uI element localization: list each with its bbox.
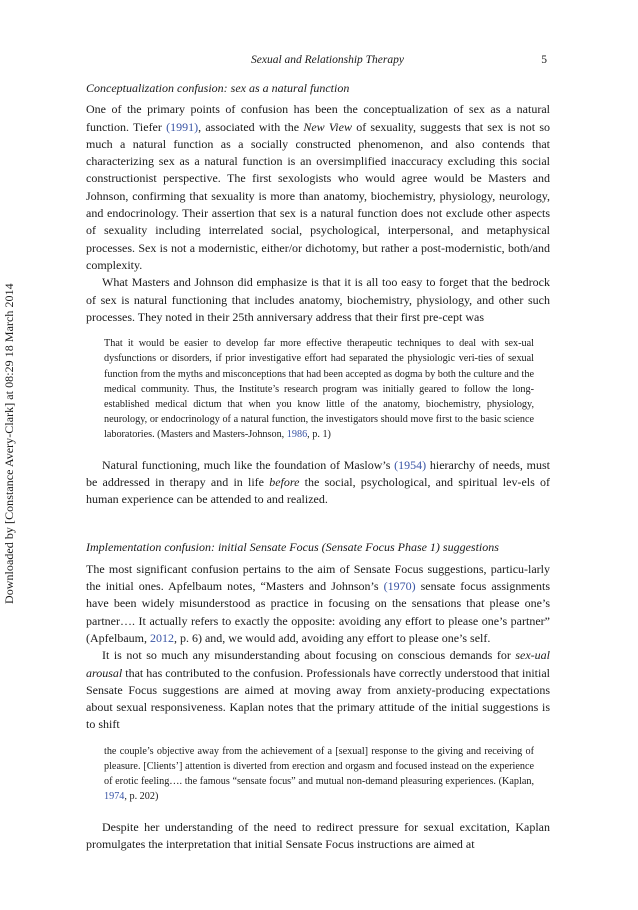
download-watermark: Downloaded by [Constance Avery-Clark] at 08:29 18 March 2014 (2, 283, 16, 604)
citation-link[interactable]: 2012 (149, 630, 174, 645)
text-run: , associated with the (198, 119, 304, 134)
citation-link[interactable]: (1954) (394, 457, 427, 472)
citation-link[interactable]: (1991) (166, 119, 199, 134)
paragraph: What Masters and Johnson did emphasize is that it is all too easy to forget that the bedrock of sex is natural functioning that includes anatomy, biochemistry, physiology, and other such processes. They noted in their 25th anniversary address that their first pre-cept was (86, 275, 550, 324)
text-run: , p. 1) (307, 429, 331, 441)
text-run: The most significant confusion pertains to the aim of Sensate Focus suggestions, particu-larly the initial ones. Apfelbaum notes, “Masters and Johnson’s (86, 561, 550, 594)
text-run: It is not so much any misunderstanding about focusing on conscious demands for (102, 648, 516, 663)
section-heading-conceptualization: Conceptualization confusion: sex as a natural function (86, 81, 350, 95)
paragraph (86, 647, 550, 733)
block-quote (104, 336, 534, 442)
text-run: sensate focus assignments have been widely misunderstood as practice in focusing on the sensations that please one’s partner…. It actually refers to exactly the opposite: avoiding any effort to please one’s partner” (Apfelbaum, (86, 579, 550, 645)
emphasis: sex-ual arousal (86, 648, 550, 680)
citation-link[interactable]: 1986 (286, 429, 308, 441)
text-run: hierarchy of needs, must be addressed in therapy and in life (86, 457, 551, 489)
text-run: the couple’s objective away from the achievement of a [sexual] response to the giving and receiving of pleasure. [Clients’] attention is diverted from erection and orgasm and focused instead on the experience of erotic feeling…. the famous “sensate focus” and mutual non-demand pleasuring experiences. (Kaplan, (104, 745, 534, 788)
citation-link[interactable]: (1970) (383, 579, 416, 594)
emphasis: New View (303, 119, 352, 134)
paragraph (86, 101, 550, 274)
section-heading-implementation: Implementation confusion: initial Sensate Focus (Sensate Focus Phase 1) suggestions (86, 540, 499, 555)
emphasis: before (269, 474, 300, 489)
text-run: That it would be easier to develop far more effective therapeutic techniques to deal with sex-ual dysfunctions or disorders, if prior investigative effort had separated the physiologic veri-ties of sexual function from the myths and misconceptions that had been accepted as dogma by both the culture and the medical community. Thus, the Institute’s research program was initially geared to follow the long-established medical dictum that when you know little of the anatomy, biochemistry, physiology, neurology, or endocrinology of a natural function, the investigators should move first to the basic science laboratories. (Masters and Masters-Johnson, (104, 338, 534, 441)
text-run: Natural functioning, much like the foundation of Maslow’s (102, 457, 395, 472)
text-run: the social, psychological, and spiritual lev-els of human experience can be attended to and realized. (86, 474, 551, 507)
paragraph (86, 457, 550, 509)
text-run: , p. 6) and, we would add, avoiding any effort to please one’s self. (173, 630, 491, 645)
running-head (86, 54, 550, 70)
page-number: 5 (541, 54, 547, 66)
text-run: , p. 202) (124, 791, 159, 803)
text-run: One of the primary points of confusion has been the conceptualization of sex as a natural function. Tiefer (86, 102, 550, 134)
article-body (86, 80, 550, 853)
journal-title: Sexual and Relationship Therapy (251, 54, 404, 66)
block-quote (104, 744, 534, 805)
paragraph: Despite her understanding of the need to redirect pressure for sexual excitation, Kaplan promulgates the interpretation that initial Sensate Focus instructions are aimed at (86, 819, 550, 851)
paragraph (86, 561, 550, 647)
citation-link[interactable]: 1974 (104, 791, 125, 803)
text-run: that has contributed to the confusion. Professionals have correctly understood that initial Sensate Focus suggestions are aimed at moving away from anxiety-producing expectations about sexual responsiveness. Kaplan notes that the primary attitude of the initial suggestions is to shift (86, 665, 550, 732)
text-run: of sexuality, suggests that sex is not so much a natural function as a socially constructed phenomenon, and also contends that characterizing sex as a natural function is an oversimplified inaccuracy excluding this social constructionist perspective. The first sexologists who would agree would be Masters and Johnson, confirming that sexuality is more than anatomy, biochemistry, physiology, neurology, and endocrinology. Their assertion that sex is a natural function does not exclude other aspects of sexuality including interrelated social, psychological, interpersonal, and metaphysical processes. Sex is not a modernistic, either/or dichotomy, but rather a post-modernistic, both/and complexity. (86, 119, 550, 272)
